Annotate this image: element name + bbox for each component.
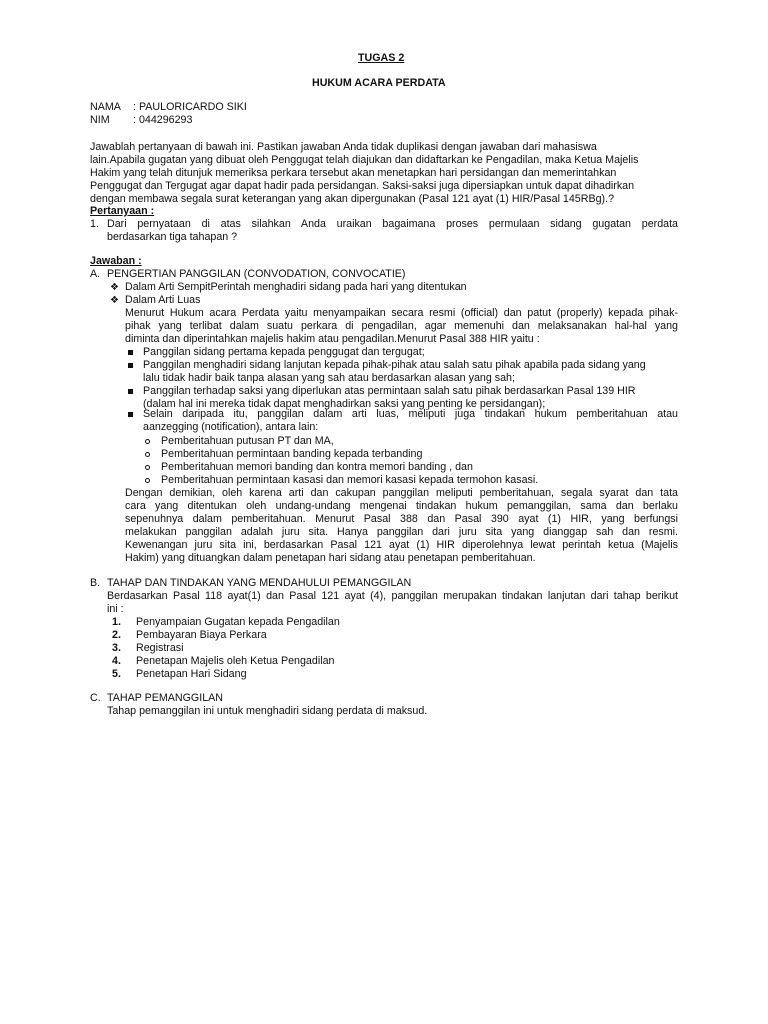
step-text: Penyampaian Gugatan kepada Pengadilan [136,616,340,628]
closing-para-line: Dengan demikian, oleh karena arti dan cakupan panggilan meliputi pemberitahuan, segala syarat dan tata [125,487,678,499]
sub-bullet-item: Pemberitahuan putusan PT dan MA, [161,435,334,447]
intro-line: lain.Apabila gugatan yang dibuat oleh Penggugat telah diajukan dan didaftarkan ke Pengadilan, maka Ketua Majelis [90,154,639,166]
nim-label: NIM [90,114,110,126]
bullet-item-cont: aanzegging (notification), antara lain: [143,421,319,433]
question-line: Dari pernyataan di atas silahkan Anda uraikan bagaimana proses permulaan sidang gugatan perdata [107,218,678,230]
bullet-item: Panggilan menghadiri sidang lanjutan kepada pihak-pihak atau salah satu pihak apabila pada sidang yang [143,359,646,371]
square-bullet-icon [128,412,133,417]
step-number: 4. [112,655,121,667]
document-title: TUGAS 2 [358,52,405,64]
broad-para-line: Menurut Hukum acara Perdata yaitu menyampaikan secara resmi (official) dan patut (properly) kepada pihak- [125,307,678,319]
closing-para-line: melakukan panggilan adalah juru sita. Hanya panggilan dari juru sita yang dianggap sah dan resmi. [125,526,678,538]
bullet-item: Panggilan sidang pertama kepada penggugat dan tergugat; [143,346,425,358]
bullet-item: Selain daripada itu, panggilan dalam arti luas, meliputi juga tindakan hukum pemberitahuan atau [143,408,678,420]
step-text: Penetapan Majelis oleh Ketua Pengadilan [136,655,335,667]
circle-bullet-icon [145,439,150,444]
section-b-para-line: Berdasarkan Pasal 118 ayat(1) dan Pasal 121 ayat (4), panggilan merupakan tindakan lanjutan dari tahap berikut [107,590,678,602]
bullet-item-cont: (dalam hal ini mereka tidak dapat menghadirkan saksi yang penting ke persidangan); [143,398,546,410]
circle-bullet-icon [145,465,150,470]
question-heading: Pertanyaan : [90,205,155,217]
step-text: Registrasi [136,642,184,654]
step-text: Pembayaran Biaya Perkara [136,629,267,641]
question-line: berdasarkan tiga tahapan ? [107,231,238,243]
section-b-title: TAHAP DAN TINDAKAN YANG MENDAHULUI PEMANGGILAN [107,577,412,589]
step-number: 5. [112,668,121,680]
broad-para-line: pihak yang terlibat dalam suatu perkara di pengadilan, agar memenuhi dan melaksanakan hal-hal yang [125,320,678,332]
section-c-para: Tahap pemanggilan ini untuk menghadiri sidang perdata di maksud. [107,705,428,717]
circle-bullet-icon [145,478,150,483]
intro-line: Penggugat dan Tergugat agar dapat hadir pada persidangan. Saksi-saksi juga dipersiapkan untuk dapat dihadirkan [90,180,635,192]
document-subtitle: HUKUM ACARA PERDATA [312,77,446,89]
step-number: 3. [112,642,121,654]
sub-bullet-item: Pemberitahuan permintaan kasasi dan memori kasasi kepada termohon kasasi. [161,474,539,486]
section-c-title: TAHAP PEMANGGILAN [107,692,224,704]
square-bullet-icon [128,363,133,368]
sub-bullet-item: Pemberitahuan memori banding dan kontra memori banding , dan [161,461,473,473]
bullet-item: Panggilan terhadap saksi yang diperlukan atas permintaan salah satu pihak berdasarkan Pasal 139 HIR [143,385,636,397]
sub-bullet-item: Pemberitahuan permintaan banding kepada terbanding [161,448,423,460]
section-b-para-line: ini : [107,603,124,615]
question-number: 1. [90,218,99,230]
intro-line: Jawablah pertanyaan di bawah ini. Pastikan jawaban Anda tidak duplikasi dengan jawaban dari mahasiswa [90,141,597,153]
intro-line: dengan membawa segala surat keterangan yang akan dipergunakan (Pasal 121 ayat (1) HIR/Pasal 145RBg).? [90,193,615,205]
section-a-letter: A. [90,268,101,280]
closing-para-line: Hakim) yang dituangkan dalam penetapan hari sidang atau penetapan pemberitahuan. [125,552,536,564]
section-c-letter: C. [90,692,101,704]
answer-heading: Jawaban : [90,255,142,267]
section-b-letter: B. [90,577,101,589]
nama-label: NAMA [90,101,121,113]
nama-value: : PAULORICARDO SIKI [133,101,247,113]
broad-meaning: Dalam Arti Luas [125,294,201,306]
circle-bullet-icon [145,452,150,457]
step-number: 2. [112,629,121,641]
square-bullet-icon [128,389,133,394]
nim-value: : 044296293 [133,114,193,126]
diamond-bullet-icon: ❖ [110,295,119,306]
section-a-title: PENGERTIAN PANGGILAN (CONVODATION, CONVOCATIE) [107,268,406,280]
square-bullet-icon [128,350,133,355]
narrow-meaning: Dalam Arti SempitPerintah menghadiri sidang pada hari yang ditentukan [125,281,467,293]
closing-para-line: Kewenangan juru sita ini, berdasarkan Pasal 121 ayat (1) HIR diperolehnya lewat perintah ketua (Majelis [125,539,678,551]
step-number: 1. [112,616,121,628]
bullet-item-cont: lalu tidak hadir baik tanpa alasan yang sah atau berdasarkan alasan yang sah; [143,372,515,384]
broad-para-line: diminta dan diperintahkan majelis hakim atau pengadilan.Menurut Pasal 388 HIR yaitu : [125,333,540,345]
closing-para-line: sepenuhnya dalam pemberitahuan. Menurut Pasal 388 dan Pasal 390 ayat (1) HIR, yang berfungsi [125,513,678,525]
diamond-bullet-icon: ❖ [110,282,119,293]
step-text: Penetapan Hari Sidang [136,668,247,680]
intro-line: Hakim yang telah ditunjuk memeriksa perkara tersebut akan menetapkan hari persidangan dan memerintahkan [90,167,617,179]
closing-para-line: cara yang ditentukan oleh undang-undang mengenai tindakan hukum pemanggilan, sama dan berlaku [125,500,678,512]
